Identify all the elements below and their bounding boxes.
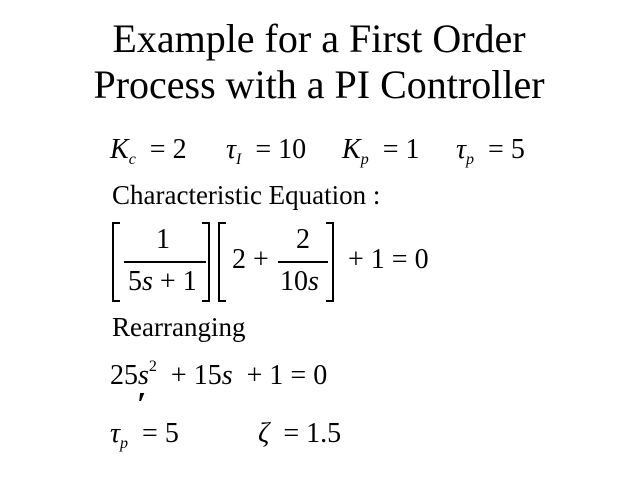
param-kc: $K_c = 2$ (110, 134, 187, 168)
frac1-denominator: 5s + 1 (128, 266, 197, 297)
two-plus: 2 + (232, 244, 269, 275)
result-tau-p: $\tau_p = 5$ (110, 418, 179, 452)
param-kp: $K_p = 1$ (342, 134, 420, 168)
frac1-numerator: 1 (156, 224, 170, 255)
quadratic-equation: $25s^2 + 15s + 1 = 0$ (110, 358, 328, 391)
bracket-left-1-bottom (112, 300, 120, 302)
bracket-left-1-top (112, 222, 120, 224)
frac1-bar (124, 261, 206, 263)
frac2-numerator: 2 (296, 224, 310, 255)
frac2-denominator: 10s (280, 266, 319, 297)
bracket-right-2-bottom (326, 300, 334, 302)
bracket-right-2 (332, 222, 334, 302)
bracket-left-1 (112, 222, 114, 302)
bracket-right-1 (208, 222, 210, 302)
bracket-left-2 (218, 222, 220, 302)
title-line-1: Example for a First Order (112, 16, 526, 61)
param-tau-p: $\tau_p = 5$ (456, 134, 525, 168)
title-line-2: Process with a PI Controller (93, 62, 545, 107)
char-eq-tail: + 1 = 0 (348, 244, 429, 275)
bracket-left-2-bottom (218, 300, 226, 302)
bracket-right-1-bottom (202, 300, 210, 302)
frac2-bar (278, 261, 328, 263)
bracket-left-2-top (218, 222, 226, 224)
char-eq-label: Characteristic Equation : (112, 180, 381, 210)
param-tau-i: $\tau_I = 10$ (226, 134, 307, 168)
bracket-right-1-top (202, 222, 210, 224)
result-zeta: ζ = 1.5 (258, 418, 342, 449)
rearrange-label: Rearranging (112, 312, 246, 342)
prime-mark: ′ (137, 386, 147, 423)
bracket-right-2-top (326, 222, 334, 224)
